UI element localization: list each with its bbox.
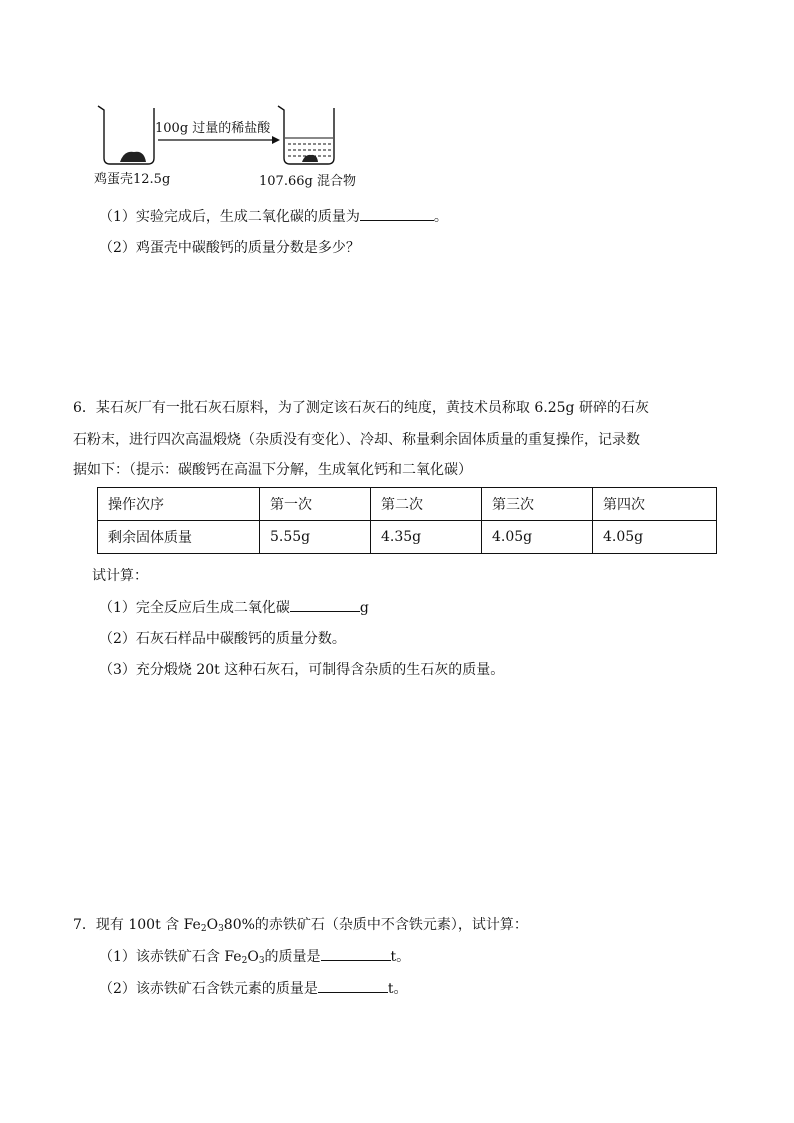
- q6-try-calc: 试计算：: [92, 568, 148, 584]
- right-beaker: [278, 106, 334, 164]
- q7-sub2: （2）该赤铁矿石含铁元素的质量是 t。: [99, 978, 408, 999]
- q7-sub1: （1）该赤铁矿石含 $Fe_2O_3$的质量是 t。: [99, 946, 410, 971]
- q6-line-2: 石粉末，进行四次高温煅烧（杂质没有变化）、冷却、称量剩余固体质量的重复操作，记录数: [73, 432, 640, 448]
- q5-blank-1[interactable]: [360, 206, 434, 221]
- table-cell: 第二次: [371, 488, 482, 521]
- table-cell: 操作次序: [98, 488, 260, 521]
- q5-sub1: （1）实验完成后，生成二氧化碳的质量为 。: [99, 206, 448, 227]
- table-cell: 4.05g: [593, 521, 717, 554]
- table-cell: 4.35g: [371, 521, 482, 554]
- q6-sub1: （1）完全反应后生成二氧化碳 g: [99, 597, 369, 618]
- table-cell: 5.55g: [260, 521, 371, 554]
- right-caption: 107.66g 混合物: [259, 174, 356, 189]
- q6-line-3: 据如下：（提示：碳酸钙在高温下分解，生成氧化钙和二氧化碳）: [73, 462, 472, 478]
- table-cell: 4.05g: [482, 521, 593, 554]
- table-header-row: [98, 488, 717, 521]
- table-cell: 第一次: [260, 488, 371, 521]
- q7-line-1: 7．现有 100t 含 $Fe_2O_380\%$的赤铁矿石（杂质中不含铁元素），试计算：: [73, 917, 528, 934]
- q6-sub2: （2）石灰石样品中碳酸钙的质量分数。: [99, 631, 346, 647]
- q7-blank-1[interactable]: [321, 946, 391, 961]
- q5-sub2: （2）鸡蛋壳中碳酸钙的质量分数是多少？: [99, 240, 360, 256]
- table-cell: 剩余固体质量: [98, 521, 260, 554]
- q6-data-table: [97, 487, 717, 554]
- q6-blank-1[interactable]: [290, 597, 360, 612]
- table-row: [98, 521, 717, 554]
- q7-blank-2[interactable]: [318, 978, 388, 993]
- table-cell: 第三次: [482, 488, 593, 521]
- arrow-label: 100g 过量的稀盐酸: [155, 121, 271, 136]
- table-cell: 第四次: [593, 488, 717, 521]
- q6-line-1: 6．某石灰厂有一批石灰石原料，为了测定该石灰石的纯度，黄技术员称取 6.25g 研碎的石灰: [73, 400, 649, 416]
- left-beaker: [98, 106, 154, 164]
- arrow: [158, 136, 280, 144]
- left-caption: 鸡蛋壳12.5g: [94, 172, 171, 187]
- q6-sub3: （3）充分煅烧 20t 这种石灰石，可制得含杂质的生石灰的质量。: [99, 662, 505, 678]
